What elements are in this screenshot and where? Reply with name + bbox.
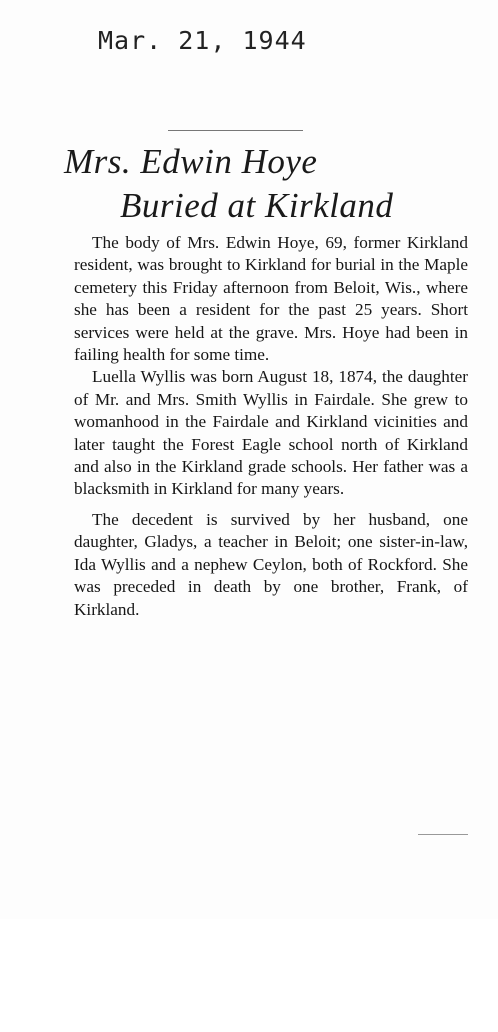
paragraph-separator xyxy=(418,834,468,835)
headline-line-1: Mrs. Edwin Hoye xyxy=(64,142,318,181)
top-rule xyxy=(168,130,303,131)
headline-line-2: Buried at Kirkland xyxy=(120,186,394,225)
date-stamp: Mar. 21, 1944 xyxy=(98,26,307,55)
paragraph-1: The body of Mrs. Edwin Hoye, 69, former Kirkland resident, was brought to Kirkland for burial in the Maple cemetery this Friday afternoon from Beloit, Wis., where she has been a resident for the past 25 years. Short services were held at the grave. Mrs. Hoye had been in failing health for some time. xyxy=(74,233,468,365)
paragraph-2: Luella Wyllis was born August 18, 1874, the daughter of Mr. and Mrs. Smith Wyllis in Fairdale. She grew to womanhood in the Fairdale and Kirkland vicinities and later taught the Forest Eagle school north of Kirkland and also in the Kirkland grade schools. Her father was a blacksmith in Kirkland for many years. xyxy=(74,367,468,499)
paragraph-3: The decedent is survived by her husband, one daughter, Gladys, a teacher in Beloit; one sister-in-law, Ida Wyllis and a nephew Ceylon, both of Rockford. She was preceded in death by one brother, Frank, of Kirkland. xyxy=(74,509,468,619)
newspaper-clipping xyxy=(40,122,470,912)
headline xyxy=(40,140,470,228)
article-body xyxy=(74,232,468,621)
